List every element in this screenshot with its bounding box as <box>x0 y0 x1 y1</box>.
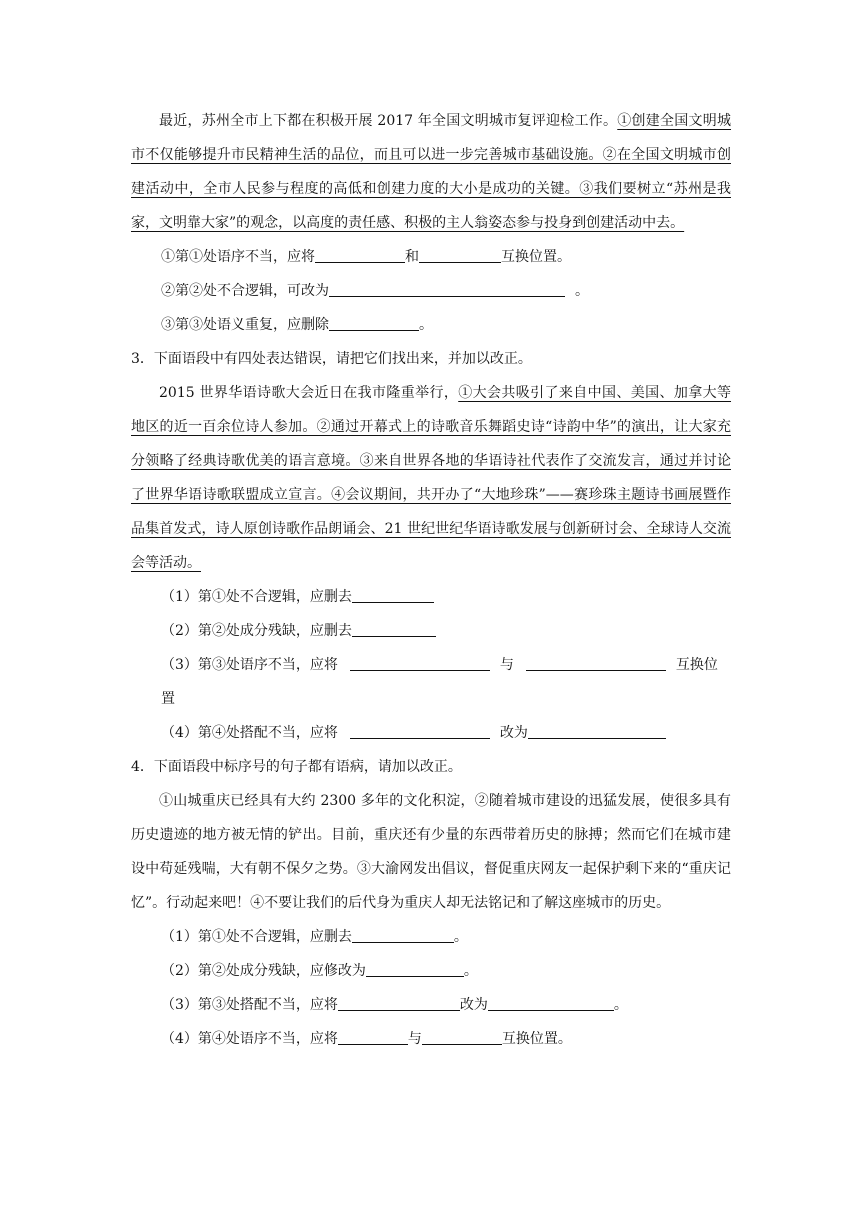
answer-suffix: 。 <box>419 317 433 333</box>
answer-prompt: （4）第④处语序不当，应将 <box>161 1031 338 1047</box>
q3-answer-3-wrap <box>131 682 731 716</box>
answer-suffix: 互换位 <box>675 657 718 673</box>
answer-blank[interactable] <box>338 1028 408 1045</box>
passage-lead: 最近，苏州全市上下都在积极开展 2017 年全国文明城市复评迎检工作。 <box>159 113 618 129</box>
answer-connector: 改为 <box>459 997 488 1013</box>
q3-answer-3 <box>131 648 731 682</box>
answer-blank[interactable] <box>338 994 460 1011</box>
answer-blank[interactable] <box>526 654 666 671</box>
answer-prompt: （4）第④处搭配不当，应将 <box>161 725 338 741</box>
passage-lead: 2015 世界华语诗歌大会近日在我市隆重举行， <box>159 385 459 401</box>
passage-underlined-sentences: ①创建全国文明城市不仅能够提升市民精神生活的品位，而且可以进一步完善城市基础设施。②在全国文明城市创建活动中，全市人民参与程度的高低和创建力度的大小是成功的关键。③我们要树立“苏州是我家，文明靠大家”的观念，以高度的责任感、积极的主人翁姿态参与投身到创建活动中去。 <box>131 113 732 231</box>
answer-blank[interactable] <box>488 994 614 1011</box>
q4-answer-2 <box>131 954 731 988</box>
answer-prompt: （3）第③处搭配不当，应将 <box>161 997 338 1013</box>
answer-connector: 与 <box>407 1031 422 1047</box>
answer-blank[interactable] <box>350 654 490 671</box>
answer-suffix: 。 <box>463 963 478 979</box>
answer-suffix-wrap: 置 <box>161 691 175 707</box>
q3-answer-1 <box>131 580 731 614</box>
answer-prompt: ①第①处语序不当，应将 <box>161 249 315 265</box>
answer-suffix: 互换位置。 <box>501 249 571 265</box>
q2-answer-3 <box>131 308 731 342</box>
answer-prompt: （1）第①处不合逻辑，应删去 <box>161 929 352 945</box>
answer-prompt: （3）第③处语序不当，应将 <box>161 657 338 673</box>
question-4-heading: 4．下面语段中标序号的句子都有语病，请加以改正。 <box>131 759 462 775</box>
answer-blank[interactable] <box>352 926 454 943</box>
answer-suffix: 。 <box>613 997 628 1013</box>
q4-answer-4 <box>131 1022 731 1056</box>
answer-blank[interactable] <box>366 960 464 977</box>
q3-answer-4 <box>131 716 731 750</box>
answer-prompt: ②第②处不合逻辑，可改为 <box>161 283 329 299</box>
answer-prompt: （2）第②处成分残缺，应删去 <box>161 623 352 639</box>
q4-answer-1 <box>131 920 731 954</box>
answer-prompt: （2）第②处成分残缺，应修改为 <box>161 963 366 979</box>
passage-underlined-sentences: ①大会共吸引了来自中国、美国、加拿大等地区的近一百余位诗人参加。②通过开幕式上的诗歌音乐舞蹈史诗“诗韵中华”的演出，让大家充分领略了经典诗歌优美的语言意境。③来自世界各地的华语诗社代表作了交流发言，通过并讨论了世界华语诗歌联盟成立宣言。④会议期间，共开办了“大地珍珠”——赛珍珠主题诗书画展暨作品集首发式，诗人原创诗歌作品朗诵会、21 世纪世纪华语诗歌发展与创新研讨会、全球诗人交流会等活动。 <box>131 385 732 571</box>
answer-suffix: 。 <box>453 929 468 945</box>
question-3-heading: 3．下面语段中有四处表达错误，请把它们找出来，并加以改正。 <box>131 351 532 367</box>
passage-suzhou <box>131 104 731 240</box>
answer-connector: 和 <box>405 249 419 265</box>
document-body <box>131 104 731 1056</box>
passage-poetry-conference <box>131 376 731 580</box>
passage-chongqing: ①山城重庆已经具有大约 2300 多年的文化积淀，②随着城市建设的迅猛发展，使很多具有历史遗迹的地方被无情的铲出。目前，重庆还有少量的东西带着历史的脉搏；然而它们在城市建设中苟延残喘，大有朝不保夕之势。③大渝网发出倡议，督促重庆网友一起保护剩下来的“重庆记忆”。行动起来吧！④不要让我们的后代身为重庆人却无法铭记和了解这座城市的历史。 <box>131 793 731 911</box>
answer-connector: 与 <box>499 657 514 673</box>
answer-blank[interactable] <box>329 280 565 297</box>
answer-blank[interactable] <box>352 620 436 637</box>
q2-answer-2 <box>131 274 731 308</box>
answer-blank[interactable] <box>350 722 490 739</box>
answer-blank[interactable] <box>352 586 434 603</box>
answer-prompt: ③第③处语义重复，应删除 <box>161 317 329 333</box>
answer-blank[interactable] <box>528 722 666 739</box>
answer-connector: 改为 <box>499 725 528 741</box>
q4-answer-3 <box>131 988 731 1022</box>
answer-suffix: 。 <box>575 283 589 299</box>
q3-answer-2 <box>131 614 731 648</box>
answer-prompt: （1）第①处不合逻辑，应删去 <box>161 589 352 605</box>
q2-answer-1 <box>131 240 731 274</box>
answer-blank[interactable] <box>329 314 419 331</box>
answer-blank[interactable] <box>315 246 405 263</box>
answer-blank[interactable] <box>422 1028 502 1045</box>
answer-suffix: 互换位置。 <box>501 1031 572 1047</box>
answer-blank[interactable] <box>419 246 501 263</box>
